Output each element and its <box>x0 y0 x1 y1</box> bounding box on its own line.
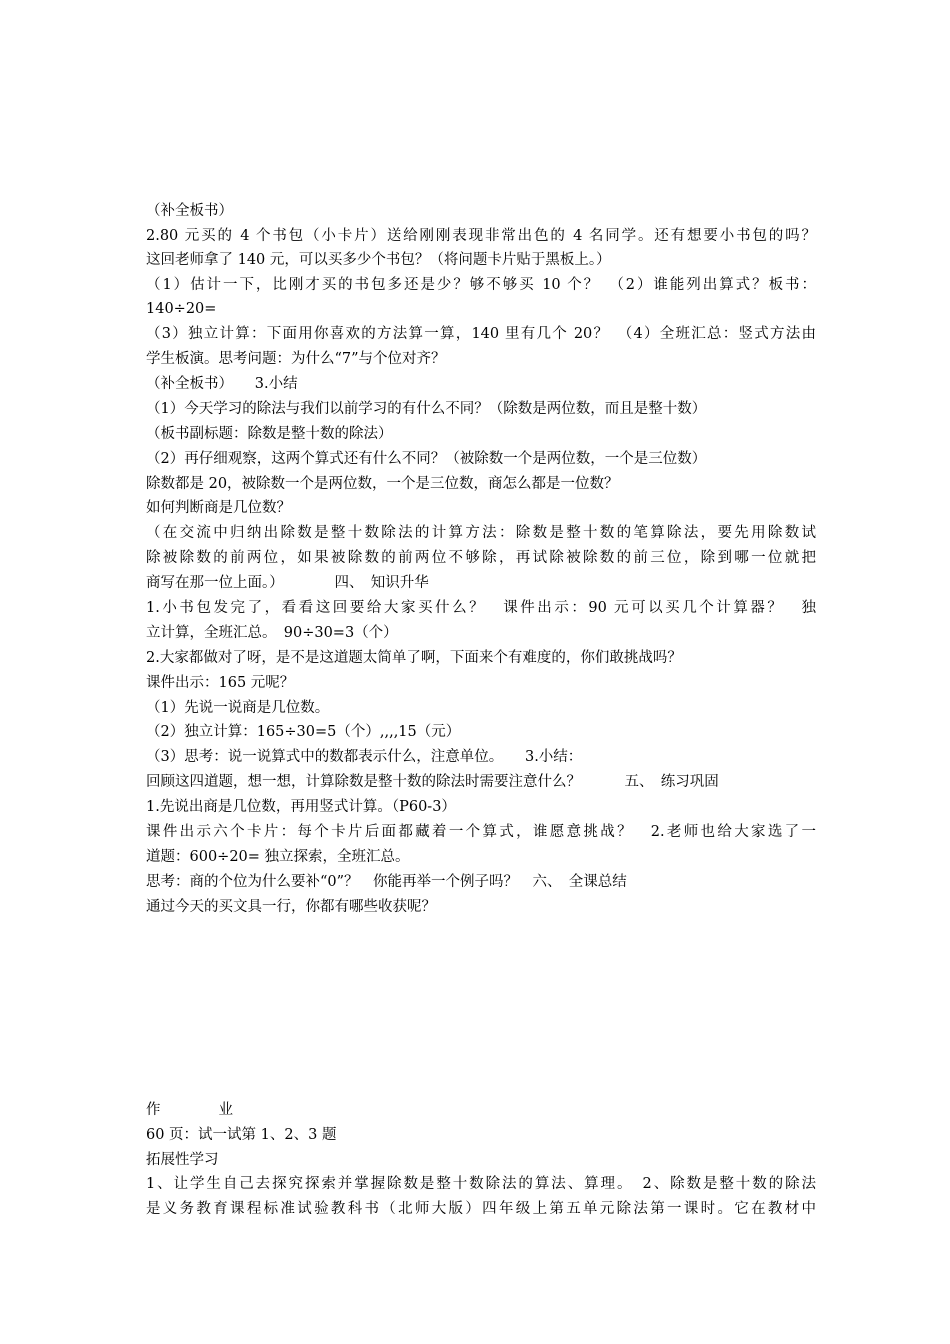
text-line: （补全板书） 3.小结 <box>146 376 298 392</box>
text-line: 这回老师拿了 140 元，可以买多少个书包？（将问题卡片贴于黑板上。） <box>146 252 611 268</box>
text-line: （3）思考：说一说算式中的数都表示什么，注意单位。 3.小结： <box>146 749 583 765</box>
text-line: 立计算，全班汇总。 90÷30=3（个） <box>146 625 398 641</box>
text-line: 2.80 元买的 4 个书包（小卡片）送给刚刚表现非常出色的 4 名同学。还有想要小书包的吗？ <box>146 228 816 244</box>
text-line: 2.大家都做对了呀，是不是这道题太简单了啊，下面来个有难度的，你们敢挑战吗？ <box>146 650 682 666</box>
text-line: 思考：商的个位为什么要补“0”？ 你能再举一个例子吗？ 六、 全课总结 <box>146 874 627 890</box>
text-line: 通过今天的买文具一行，你都有哪些收获呢？ <box>146 899 436 915</box>
text-line: 140÷20= <box>146 301 217 317</box>
text-line: （1）先说一说商是几位数。 <box>146 700 330 716</box>
text-line: （2）独立计算：165÷30=5（个）,,,,15（元） <box>146 724 461 740</box>
text-line: （1）估计一下，比刚才买的书包多还是少？够不够买 10 个？ （2）谁能列出算式？板书： <box>146 277 816 293</box>
text-line: 学生板演。思考问题：为什么“7”与个位对齐？ <box>146 351 446 367</box>
text-line: 1.小书包发完了，看看这回要给大家买什么？ 课件出示：90 元可以买几个计算器？ 独 <box>146 600 816 616</box>
text-line: （板书副标题：除数是整十数的除法） <box>146 426 393 442</box>
text-line: 1、让学生自己去探究探索并掌握除数是整十数除法的算法、算理。 2、除数是整十数的除法 <box>146 1176 816 1192</box>
text-line: 除数都是 20，被除数一个是两位数，一个是三位数，商怎么都是一位数？ <box>146 476 619 492</box>
text-line: 1.先说出商是几位数，再用竖式计算。（P60-3） <box>146 799 456 815</box>
text-line: （补全板书） <box>146 203 233 219</box>
text-line: 商写在那一位上面。） 四、 知识升华 <box>146 575 429 591</box>
text-line: 回顾这四道题，想一想，计算除数是整十数的除法时需要注意什么？ 五、 练习巩固 <box>146 774 719 790</box>
section-heading-extension: 拓展性学习 <box>146 1152 219 1168</box>
text-line: （3）独立计算：下面用你喜欢的方法算一算，140 里有几个 20？ （4）全班汇总：竖式方法由 <box>146 326 816 342</box>
section-heading-homework: 作 业 <box>146 1102 233 1118</box>
text-line: 课件出示：165 元呢？ <box>146 675 295 691</box>
text-line: 课件出示六个卡片：每个卡片后面都藏着一个算式，谁愿意挑战？ 2.老师也给大家选了一 <box>146 824 816 840</box>
text-line: 除被除数的前两位，如果被除数的前两位不够除，再试除被除数的前三位，除到哪一位就把 <box>146 550 816 566</box>
text-line: （2）再仔细观察，这两个算式还有什么不同？（被除数一个是两位数，一个是三位数） <box>146 451 707 467</box>
text-line: （在交流中归纳出除数是整十数除法的计算方法：除数是整十数的笔算除法，要先用除数试 <box>146 525 816 541</box>
text-line: 如何判断商是几位数？ <box>146 500 291 516</box>
text-line: 是义务教育课程标准试验教科书（北师大版）四年级上第五单元除法第一课时。它在教材中 <box>146 1201 816 1217</box>
text-line: 60 页：试一试第 1、2、3 题 <box>146 1127 337 1143</box>
text-line: 道题：600÷20= 独立探索，全班汇总。 <box>146 849 410 865</box>
text-line: （1）今天学习的除法与我们以前学习的有什么不同？（除数是两位数，而且是整十数） <box>146 401 707 417</box>
